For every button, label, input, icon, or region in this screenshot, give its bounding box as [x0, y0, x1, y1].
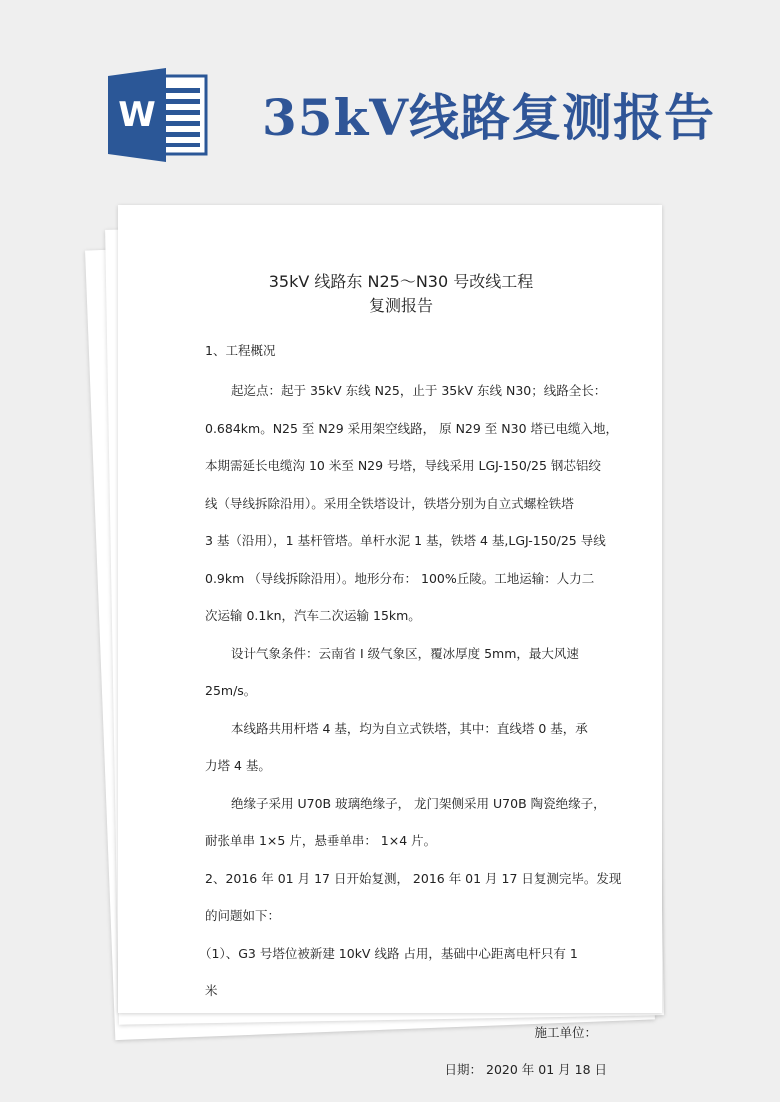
text-line: 绝缘子采用 U70B 玻璃绝缘子， 龙门架侧采用 U70B 陶瓷绝缘子， — [231, 795, 606, 811]
text-line: 设计气象条件：云南省 I 级气象区，覆冰厚度 5mm，最大风速 — [231, 645, 579, 661]
svg-text:W: W — [118, 95, 156, 135]
text-line: 力塔 4 基。 — [205, 758, 271, 773]
text-line: 的问题如下： — [205, 908, 281, 923]
text-line: 0.684km。N25 至 N29 采用架空线路， 原 N29 至 N30 塔已电缆入地， — [205, 420, 619, 436]
doc-title-line: 复测报告 — [368, 296, 433, 315]
signature-date: 日期： 2020 年 01 月 18 日 — [444, 1062, 607, 1077]
doc-title — [195, 270, 607, 318]
text-line: 0.9km （导线拆除沿用）。地形分布： 100%丘陵。工地运输：人力二 — [205, 570, 595, 586]
text-line: 次运输 0.1kn，汽车二次运输 15km。 — [205, 608, 421, 623]
text-line: 米 — [205, 983, 218, 998]
page-title: 35kV线路复测报告 — [262, 88, 716, 147]
document-body — [199, 270, 622, 1089]
text-line: 2、2016 年 01 月 17 日开始复测， 2016 年 01 月 17 日复测完毕。发现 — [205, 870, 622, 886]
text-line: 本期需延长电缆沟 10 米至 N29 号塔，导线采用 LGJ-150/25 钢芯铝绞 — [205, 458, 601, 473]
text-line: 起迄点：起于 35kV 东线 N25，止于 35kV 东线 N30；线路全长： — [231, 383, 607, 398]
word-icon — [108, 68, 208, 162]
text-line: 本线路共用杆塔 4 基，均为自立式铁塔，其中：直线塔 0 基，承 — [231, 720, 588, 736]
text-line: 耐张单串 1×5 片，悬垂单串： 1×4 片。 — [205, 833, 437, 848]
text-line: 25m/s。 — [205, 683, 257, 698]
doc-title-line: 35kV 线路东 N25～N30 号改线工程 — [268, 272, 534, 291]
section-heading: 1、工程概况 — [205, 343, 276, 358]
signature-unit: 施工单位： — [534, 1024, 597, 1040]
text-line: （1）、G3 号塔位被新建 10kV 线路 占用，基础中心距离电杆只有 1 — [199, 945, 578, 961]
text-line: 3 基（沿用），1 基杆管塔。单杆水泥 1 基，铁塔 4 基,LGJ-150/25 导线 — [205, 533, 606, 548]
text-line: 线（导线拆除沿用）。采用全铁塔设计，铁塔分别为自立式螺栓铁塔 — [205, 495, 574, 511]
